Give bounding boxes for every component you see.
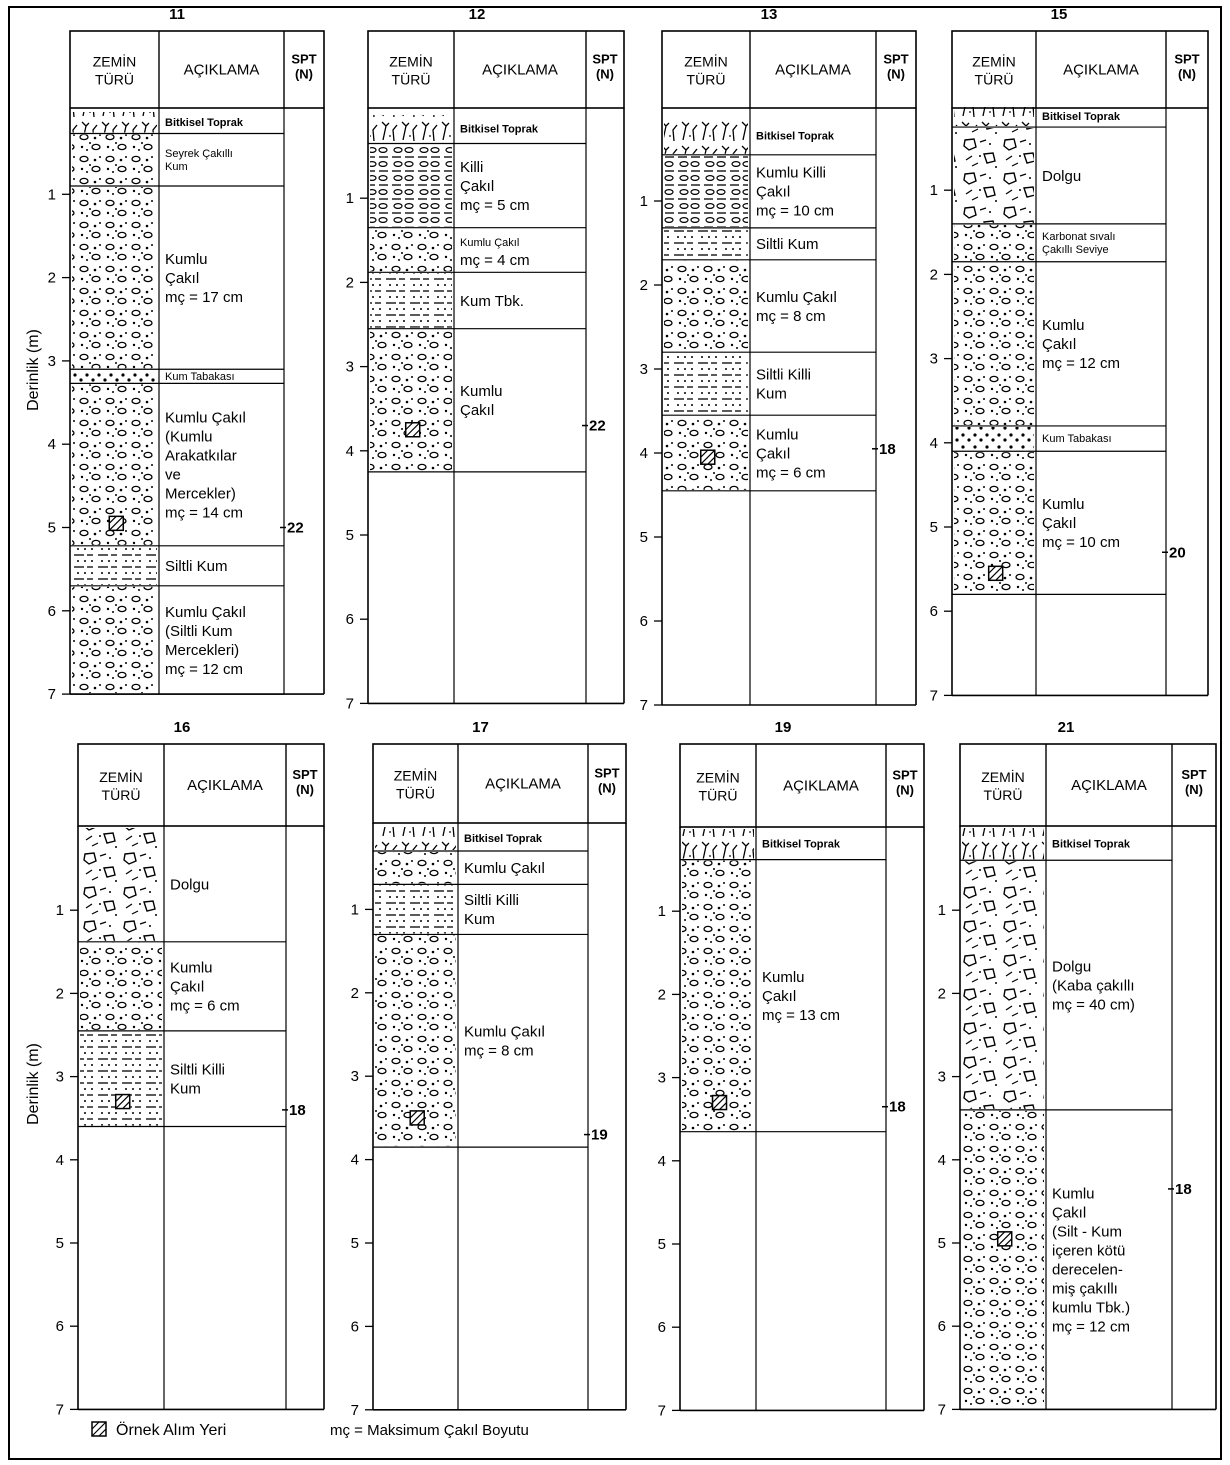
depth-tick-label: 3 (657, 1069, 666, 1087)
borehole-log-15 (930, 6, 1208, 704)
layer-pattern-gravel (664, 261, 748, 351)
layer-description: kumlu Tbk.) (1052, 1299, 1131, 1317)
layer-description: mç = 6 cm (170, 997, 240, 1015)
layer-description: Kumlu Çakıl (165, 603, 246, 621)
depth-tick-label: 2 (47, 269, 56, 287)
layer-1 (960, 828, 1172, 860)
depth-tick-label: 3 (345, 358, 354, 376)
header-soil-type: ZEMİN (92, 53, 137, 70)
legend (92, 1421, 529, 1439)
header-spt: SPT (291, 51, 317, 67)
layer-pattern-sandband (72, 370, 157, 382)
header-spt: SPT (883, 51, 909, 67)
layer-3 (368, 229, 586, 273)
layer-description: Çakıl (1042, 515, 1077, 533)
depth-axis-title: Derinlik (m) (25, 1043, 42, 1125)
layer-3 (952, 225, 1166, 262)
depth-tick-label: 2 (929, 266, 938, 284)
layer-description: Bitkisel Toprak (460, 123, 539, 136)
layer-5 (662, 353, 876, 415)
spt-value: 22 (589, 417, 606, 435)
layer-pattern-fill (954, 128, 1034, 223)
sample-marker (109, 516, 123, 530)
depth-tick-label: 1 (345, 190, 354, 208)
layer-4 (952, 263, 1166, 426)
layer-description: mç = 12 cm (1042, 355, 1120, 373)
layer-6 (952, 452, 1166, 594)
depth-tick-label: 7 (937, 1401, 946, 1419)
layer-description: Arakatkılar (165, 447, 237, 465)
depth-tick-label: 1 (47, 186, 56, 204)
legend-sample-label: Örnek Alım Yeri (116, 1422, 227, 1439)
layer-description: mç = 6 cm (756, 464, 826, 482)
layer-3 (662, 229, 876, 260)
depth-tick-label: 3 (929, 350, 938, 368)
layer-description: Karbonat sıvalı (1042, 230, 1116, 243)
depth-tick-label: 6 (345, 611, 354, 629)
depth-tick-label: 6 (657, 1319, 666, 1337)
layer-pattern-topsoil (682, 829, 754, 859)
borehole-log-13 (640, 6, 916, 714)
layer-description: Siltli Killi (756, 366, 812, 384)
layer-4 (373, 935, 588, 1147)
layer-pattern-gravel (72, 187, 157, 368)
header-description: AÇIKLAMA (1063, 61, 1139, 79)
layer-description: Dolgu (170, 876, 210, 894)
layer-pattern-silt (664, 229, 748, 259)
header-spt: (N) (294, 66, 314, 82)
header-spt: (N) (1184, 782, 1204, 797)
depth-tick-label: 6 (929, 603, 938, 621)
header-description: AÇIKLAMA (183, 61, 260, 79)
layer-description: Kum (165, 160, 188, 173)
layer-description: (Siltli Kum (165, 622, 233, 640)
layer-description: Bitkisel Toprak (464, 833, 543, 846)
sample-marker (701, 450, 715, 464)
depth-tick-label: 4 (639, 445, 648, 462)
layer-pattern-topsoil (664, 118, 748, 154)
layer-description: mç = 10 cm (756, 202, 834, 220)
layer-description: Çakıl (165, 269, 200, 287)
header-description: AÇIKLAMA (775, 61, 851, 79)
layer-description: derecelen- (1052, 1261, 1123, 1279)
layer-2 (70, 134, 284, 185)
header-spt: SPT (292, 767, 318, 782)
layer-description: Kumlu (1052, 1185, 1095, 1203)
layer-pattern-clay (370, 144, 452, 226)
depth-tick-label: 4 (657, 1152, 666, 1170)
layer-3 (373, 885, 588, 934)
borehole-log-16 (56, 719, 324, 1418)
header-soil-type: TÜRÜ (95, 71, 134, 88)
layer-description: Seyrek Çakıllı (165, 147, 233, 160)
layer-description: Dolgu (1042, 167, 1082, 185)
header-soil-type: TÜRÜ (974, 71, 1014, 88)
layer-description: mç = 10 cm (1042, 534, 1120, 552)
depth-tick-label: 1 (937, 902, 946, 920)
layer-description: Kumlu (460, 383, 503, 401)
depth-tick-label: 7 (345, 695, 354, 713)
sample-marker (998, 1232, 1012, 1246)
depth-tick-label: 7 (639, 697, 648, 714)
layer-pattern-topsoil (375, 827, 456, 850)
layer-4 (662, 261, 876, 352)
legend-mc-label: mç = Maksimum Çakıl Boyutu (330, 1422, 529, 1439)
layer-pattern-gravel (375, 852, 456, 883)
layer-pattern-gravel (370, 229, 452, 272)
spt-value: 18 (1175, 1180, 1192, 1198)
layer-description: Kum Tabakası (1042, 433, 1112, 446)
layer-1 (662, 118, 876, 155)
borehole-log-11 (48, 6, 324, 703)
header-spt: SPT (892, 767, 918, 783)
layer-2 (373, 852, 588, 884)
depth-tick-label: 7 (929, 687, 938, 705)
layer-pattern-fill (962, 861, 1044, 1109)
layer-2 (662, 156, 876, 228)
borehole-log-21 (938, 719, 1216, 1418)
layer-description: mç = 12 cm (165, 660, 243, 678)
depth-tick-label: 5 (350, 1235, 359, 1252)
depth-tick-label: 5 (55, 1235, 64, 1252)
depth-tick-label: 2 (55, 985, 64, 1003)
depth-tick-label: 3 (639, 361, 648, 378)
depth-tick-label: 6 (350, 1318, 359, 1336)
layer-description: Bitkisel Toprak (762, 838, 841, 851)
sample-marker (116, 1095, 130, 1109)
depth-tick-label: 3 (55, 1068, 64, 1086)
layer-2 (960, 861, 1172, 1110)
header-spt: SPT (594, 765, 620, 781)
depth-tick-label: 7 (350, 1401, 359, 1419)
depth-tick-label: 5 (937, 1235, 946, 1252)
log-title: 19 (774, 719, 792, 736)
layer-pattern-gravel (954, 263, 1034, 425)
layer-description: Kumlu (1042, 317, 1085, 335)
layer-description: Çakıl (460, 402, 495, 420)
layer-description: Çakıl (762, 987, 797, 1005)
depth-tick-label: 4 (937, 1151, 946, 1169)
depth-tick-label: 6 (55, 1318, 64, 1336)
layer-description: Kum Tabakası (165, 370, 235, 383)
layer-6 (70, 547, 284, 586)
layer-description: Kumlu (170, 959, 213, 977)
header-description: AÇIKLAMA (783, 777, 859, 795)
layer-2 (78, 943, 286, 1031)
header-description: AÇIKLAMA (485, 775, 561, 793)
depth-tick-label: 3 (937, 1068, 946, 1086)
layer-pattern-topsoil (954, 107, 1034, 126)
layer-description: Bitkisel Toprak (165, 116, 244, 129)
layer-description: Kum (170, 1080, 201, 1098)
layer-description: mç = 17 cm (165, 288, 243, 306)
header-description: AÇIKLAMA (1071, 777, 1147, 794)
layer-description: Kum (464, 911, 495, 929)
layer-description: Bitkisel Toprak (1042, 111, 1121, 124)
layer-6 (662, 416, 876, 491)
header-soil-type: ZEMİN (972, 53, 1016, 70)
layer-description: Kumlu Çakıl (165, 409, 246, 427)
header-spt: SPT (1181, 767, 1207, 782)
header-soil-type: ZEMİN (389, 53, 433, 70)
layer-description: Kumlu Çakıl (464, 1023, 545, 1041)
layer-description: Siltli Killi (170, 1061, 226, 1079)
layer-description: Çakıl (1052, 1204, 1087, 1222)
layer-description: Kumlu (762, 968, 805, 986)
depth-tick-label: 7 (55, 1401, 64, 1419)
depth-tick-label: 5 (639, 529, 648, 546)
header-soil-type: TÜRÜ (686, 71, 726, 88)
header-spt: (N) (595, 66, 615, 82)
layer-pattern-gravel (72, 587, 157, 693)
layer-description: Çakıl (756, 445, 791, 463)
layer-pattern-topsoil (962, 828, 1044, 859)
layer-7 (70, 587, 284, 694)
layer-pattern-fill (80, 828, 162, 941)
sample-marker (989, 566, 1003, 580)
depth-tick-label: 5 (345, 527, 354, 544)
layer-description: miş çakıllı (1052, 1280, 1118, 1298)
header-soil-type: ZEMİN (99, 769, 143, 785)
depth-tick-label: 1 (350, 901, 359, 919)
layer-description: Kumlu Çakıl (756, 288, 837, 306)
header-soil-type: ZEMİN (981, 769, 1025, 785)
header-soil-type: ZEMİN (696, 769, 740, 786)
depth-tick-label: 2 (345, 274, 354, 292)
layer-1 (373, 827, 588, 851)
depth-tick-label: 6 (47, 602, 56, 620)
sample-marker (713, 1096, 727, 1110)
header-soil-type: TÜRÜ (101, 787, 141, 803)
header-soil-type: TÜRÜ (391, 71, 431, 88)
header-spt: SPT (592, 51, 618, 67)
header-spt: (N) (597, 780, 617, 796)
depth-tick-label: 5 (929, 519, 938, 536)
depth-tick-label: 2 (639, 277, 648, 294)
header-soil-type: TÜRÜ (396, 785, 435, 802)
spt-value: 19 (591, 1126, 608, 1144)
header-soil-type: TÜRÜ (698, 787, 738, 804)
layer-pattern-silt (375, 885, 456, 933)
layer-1 (78, 828, 286, 942)
depth-tick-label: 4 (47, 436, 56, 454)
depth-axis-title: Derinlik (m) (25, 329, 42, 411)
depth-tick-label: 1 (55, 902, 64, 920)
header-spt: (N) (295, 782, 315, 797)
layer-description: (Kumlu (165, 428, 213, 446)
layer-description: Mercekleri) (165, 641, 240, 659)
layer-description: Çakıl (756, 183, 791, 201)
layer-description: mç = 12 cm (1052, 1318, 1130, 1336)
layer-description: Bitkisel Toprak (1052, 838, 1131, 851)
depth-tick-label: 4 (55, 1151, 64, 1169)
layer-pattern-gravel (370, 330, 452, 471)
depth-tick-label: 5 (657, 1236, 666, 1253)
layer-description: mç = 14 cm (165, 504, 243, 522)
layer-1 (368, 115, 586, 143)
spt-value: 18 (289, 1101, 306, 1119)
log-title: 11 (169, 6, 185, 23)
depth-tick-label: 7 (657, 1402, 666, 1420)
layer-description: Kumlu (1042, 496, 1085, 514)
log-title: 13 (760, 6, 778, 23)
layer-description: Kum Tbk. (460, 292, 524, 310)
layer-description: Kumlu Killi (756, 164, 827, 182)
depth-tick-label: 4 (345, 442, 354, 460)
spt-value: 18 (889, 1098, 906, 1116)
layer-5 (70, 384, 284, 545)
layer-description: Kum (756, 385, 787, 403)
header-spt: SPT (1174, 51, 1200, 67)
layer-pattern-silt (370, 273, 452, 327)
layer-description: mç = 5 cm (460, 196, 530, 214)
depth-tick-label: 2 (657, 986, 666, 1004)
layer-5 (368, 330, 586, 472)
log-title: 15 (1050, 6, 1068, 23)
header-spt: (N) (886, 66, 906, 82)
layer-description: Siltli Kum (756, 236, 819, 254)
layer-pattern-gravel (72, 134, 157, 184)
depth-tick-label: 6 (639, 613, 648, 630)
layer-3 (960, 1111, 1172, 1410)
depth-tick-label: 4 (350, 1151, 359, 1169)
layer-pattern-silt (80, 1032, 162, 1126)
layer-description: (Kaba çakıllı (1052, 977, 1135, 995)
layer-description: Çakıl (460, 177, 495, 195)
header-description: AÇIKLAMA (482, 61, 558, 79)
borehole-log-12 (346, 6, 624, 712)
layer-description: Siltli Killi (464, 892, 520, 910)
layer-description: mç = 40 cm) (1052, 996, 1135, 1014)
layer-pattern-clay (664, 156, 748, 227)
layer-pattern-gravel (962, 1111, 1044, 1409)
layer-description: Çakıl (170, 978, 205, 996)
depth-tick-label: 1 (929, 182, 938, 200)
layer-description: mç = 8 cm (756, 307, 826, 325)
sample-marker (406, 423, 420, 437)
header-description: AÇIKLAMA (187, 777, 263, 794)
depth-tick-label: 1 (657, 903, 666, 921)
layer-pattern-topsoil (370, 115, 452, 142)
layer-2 (680, 861, 886, 1132)
layer-description: Killi (460, 158, 484, 176)
depth-tick-label: 7 (47, 686, 56, 704)
spt-value: 22 (287, 519, 304, 537)
log-title: 16 (173, 719, 191, 736)
layer-pattern-gravel (80, 943, 162, 1030)
borehole-log-19 (658, 719, 924, 1419)
layer-2 (368, 144, 586, 227)
log-title: 12 (468, 6, 486, 23)
layer-pattern-silt (664, 353, 748, 414)
log-title: 17 (472, 719, 489, 736)
layer-description: mç = 13 cm (762, 1006, 840, 1024)
layer-description: Çakıllı Seviye (1042, 243, 1109, 256)
layer-description: Kumlu Çakıl (464, 860, 545, 878)
layer-description: Kumlu (756, 426, 799, 444)
layer-1 (952, 107, 1166, 127)
depth-tick-label: 3 (47, 352, 56, 370)
layer-description: Siltli Kum (165, 558, 228, 576)
spt-value: 20 (1169, 544, 1186, 562)
layer-description: Kumlu Çakıl (460, 236, 520, 249)
layer-4 (368, 273, 586, 328)
layer-description: içeren kötü (1052, 1242, 1126, 1260)
layer-description: Mercekler) (165, 485, 236, 503)
layer-4 (70, 370, 284, 383)
layer-description: Dolgu (1052, 958, 1092, 976)
depth-tick-label: 4 (929, 434, 938, 452)
depth-tick-label: 2 (937, 985, 946, 1003)
layer-description: mç = 8 cm (464, 1042, 534, 1060)
layer-description: mç = 4 cm (460, 251, 530, 269)
layer-3 (70, 187, 284, 369)
header-soil-type: ZEMİN (393, 767, 438, 784)
depth-tick-label: 6 (937, 1318, 946, 1336)
depth-tick-label: 2 (350, 984, 359, 1002)
depth-tick-label: 3 (350, 1068, 359, 1086)
layer-5 (952, 427, 1166, 451)
depth-tick-label: 1 (639, 193, 648, 210)
header-soil-type: ZEMİN (684, 53, 728, 70)
header-spt: (N) (1177, 66, 1197, 82)
header-soil-type: TÜRÜ (983, 787, 1023, 803)
spt-value: 18 (879, 440, 896, 458)
layer-description: Bitkisel Toprak (756, 130, 835, 143)
log-title: 21 (1057, 719, 1075, 736)
layer-pattern-topsoil (72, 112, 157, 132)
layer-pattern-silt (72, 547, 157, 585)
layer-2 (952, 128, 1166, 224)
layer-pattern-gravel (682, 861, 754, 1131)
layer-3 (78, 1032, 286, 1127)
layer-description: Çakıl (1042, 336, 1077, 354)
layer-pattern-sandband (954, 427, 1034, 450)
borehole-log-17 (351, 719, 626, 1419)
header-spt: (N) (895, 782, 915, 798)
layer-pattern-gravel (954, 225, 1034, 261)
layer-description: ve (165, 466, 181, 484)
depth-tick-label: 5 (47, 519, 56, 537)
layer-description: (Silt - Kum (1052, 1223, 1123, 1241)
layer-1 (680, 829, 886, 860)
layer-1 (70, 112, 284, 133)
sample-marker (410, 1111, 424, 1125)
layer-description: Kumlu (165, 250, 208, 268)
